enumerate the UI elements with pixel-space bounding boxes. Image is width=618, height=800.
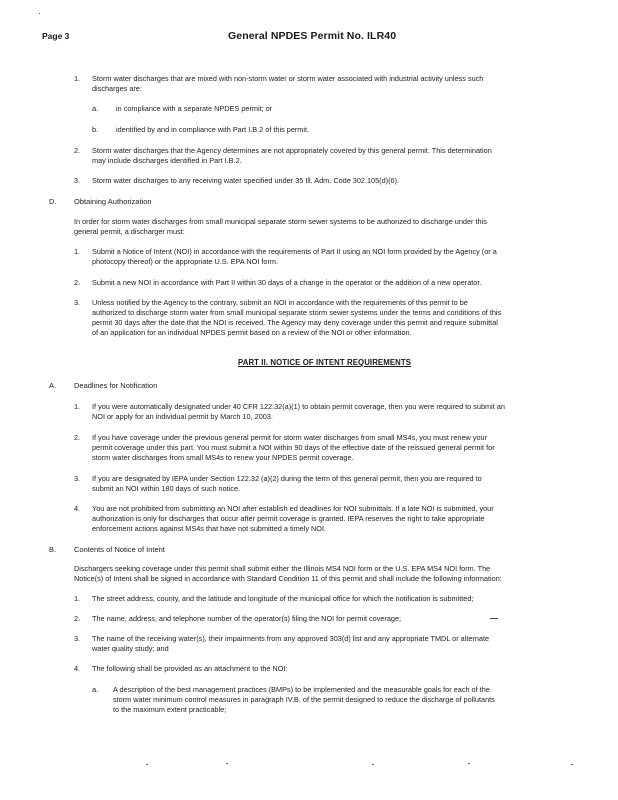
list-number: 3. — [74, 298, 81, 307]
text-line: If you have coverage under the previous general permit for storm water discharges from small MS4s, you must renew your — [92, 433, 488, 442]
scan-corner-mark: · — [38, 8, 41, 18]
list-item-text — [92, 278, 481, 288]
list-item-text — [92, 247, 497, 267]
list-item-text — [92, 402, 505, 422]
text-line: The name, address, and telephone number of the operator(s) filing the NOI for permit coverage; — [92, 614, 402, 623]
list-number: 2. — [74, 278, 81, 287]
sub-letter: a. — [92, 104, 99, 113]
scan-speck — [372, 764, 374, 765]
text-line: permit coverage under this part. You must submit a NOI within 90 days of the effective date of the reissued general permit for — [92, 443, 495, 452]
text-line: Storm water discharges that are mixed with non-storm water or storm water associated with industrial activity unless such — [92, 74, 484, 83]
scan-speck — [571, 764, 573, 765]
sub-item-text: identified by and in compliance with Part I.B.2 of this permit. — [116, 125, 310, 134]
list-item-text — [92, 146, 492, 166]
list-number: 2. — [74, 146, 81, 155]
text-line: The name of the receiving water(s), their impairments from any approved 303(d) list and any appropriate TMDL or alternate — [92, 634, 490, 643]
sub-item-text — [113, 685, 495, 715]
text-line: may include discharges identified in Part I.B.2. — [92, 156, 242, 165]
text-line: storm water discharges from small MS4s to renew your NPDES permit coverage. — [92, 453, 354, 462]
list-item-text — [92, 298, 501, 338]
list-number: 2. — [74, 614, 81, 623]
list-item-text — [92, 594, 473, 604]
text-line: Storm water discharges that the Agency determines are not appropriately covered by this general permit. This determination — [92, 146, 492, 155]
section-heading: Contents of Notice of Intent — [74, 545, 165, 554]
text-line: The street address, county, and the latitude and longitude of the municipal office for which the notification is submitted; — [92, 594, 474, 603]
text-line: to the maximum extent practicable; — [113, 705, 227, 714]
text-line: NOI or apply for an individual permit by March 10, 2003. — [92, 412, 273, 421]
list-item-text — [92, 176, 399, 186]
scan-speck — [468, 763, 470, 764]
list-number: 3. — [74, 176, 81, 185]
list-item-text — [92, 504, 494, 534]
list-number: 1. — [74, 74, 81, 83]
text-line: If you were automatically designated under 40 CFR 122.32(a)(1) to obtain permit coverage, then you were required to submit an — [92, 402, 505, 411]
sub-letter: b. — [92, 125, 99, 134]
list-number: 4. — [74, 664, 81, 673]
list-number: 1. — [74, 594, 81, 603]
text-line: discharges are: — [92, 84, 142, 93]
list-item-text — [92, 614, 401, 624]
list-item-text — [92, 474, 482, 494]
text-line: Unless notified by the Agency to the contrary, submit an NOI in accordance with the requirements of this permit to be — [92, 298, 468, 307]
text-line: storm water minimum control measures in paragraph IV.B. of the permit designed to reduce the discharge of pollutants — [113, 695, 495, 704]
part-heading: PART II. NOTICE OF INTENT REQUIREMENTS — [238, 358, 412, 367]
text-line: authorized to discharge storm water from small municipal separate storm sewer systems under the terms and conditions of this — [92, 308, 502, 317]
section-heading: Obtaining Authorization — [74, 197, 152, 206]
scan-underline-mark — [490, 614, 498, 619]
list-number: 3. — [74, 474, 81, 483]
section-letter: D. — [49, 197, 57, 206]
text-line: Notice(s) of Intent shall be signed in accordance with Standard Condition 11 of this permit and shall include the following information: — [74, 574, 502, 583]
scan-speck — [146, 764, 148, 765]
section-heading: Deadlines for Notification — [74, 381, 158, 390]
section-letter: A. — [49, 381, 57, 390]
text-line: submit an NOI within 180 days of such notice. — [92, 484, 241, 493]
text-line: In order for storm water discharges from small municipal separate storm sewer systems to be authorized to discharge under this — [74, 217, 487, 226]
text-line: authorization is only for discharges that occur after permit coverage is granted. IEPA reserves the right to take appropriate — [92, 514, 485, 523]
list-item-text — [92, 433, 495, 463]
page-number: Page 3 — [42, 31, 70, 41]
section-intro — [74, 564, 502, 584]
scan-speck — [226, 763, 228, 764]
sub-letter: a. — [92, 685, 99, 694]
list-number: 1. — [74, 247, 81, 256]
list-number: 1. — [74, 402, 81, 411]
text-line: A description of the best management practices (BMPs) to be implemented and the measurable goals for each of the — [113, 685, 490, 694]
sub-item-text: in compliance with a separate NPDES permit; or — [116, 104, 273, 113]
text-line: Storm water discharges to any receiving water specified under 35 Ill. Adm. Code 302.105(d)(6). — [92, 176, 400, 185]
text-line: of an application for an individual NPDES permit based on a review of the NOI or other information. — [92, 328, 412, 337]
text-line: You are not prohibited from submitting an NOI after establish ed deadlines for NOI submittals. If a late NOI is submitted, your — [92, 504, 494, 513]
text-line: Submit a Notice of Intent (NOI) in accordance with the requirements of Part II using an NOI form provided by the Agency (or a — [92, 247, 497, 256]
text-line: The following shall be provided as an attachment to the NOI: — [92, 664, 288, 673]
list-number: 3. — [74, 634, 81, 643]
list-item-text — [92, 74, 483, 94]
text-line: Dischargers seeking coverage under this permit shall submit either the Illinois MS4 NOI form or the U.S. EPA MS4 NOI form. The — [74, 564, 491, 573]
text-line: Submit a new NOI in accordance with Part II within 30 days of a change in the operator or the addition of a new operator. — [92, 278, 482, 287]
text-line: photocopy thereof) or the appropriate U.S. EPA NOI form. — [92, 257, 279, 266]
section-letter: B. — [49, 545, 57, 554]
list-item-text — [92, 634, 489, 654]
list-number: 2. — [74, 433, 81, 442]
text-line: enforcement actions against MS4s that have not submitted a timely NOI. — [92, 524, 327, 533]
text-line: general permit, a discharger must: — [74, 227, 185, 236]
document-title: General NPDES Permit No. ILR40 — [228, 30, 397, 42]
section-intro — [74, 217, 487, 237]
text-line: permit 30 days after the date that the NOI is received. The Agency may deny coverage under this permit and require submittal — [92, 318, 498, 327]
text-line: If you are designated by IEPA under Section 122.32 (a)(2) during the term of this general permit, then you are required to — [92, 474, 482, 483]
text-line: water quality study; and — [92, 644, 169, 653]
list-item-text — [92, 664, 288, 674]
list-number: 4. — [74, 504, 81, 513]
